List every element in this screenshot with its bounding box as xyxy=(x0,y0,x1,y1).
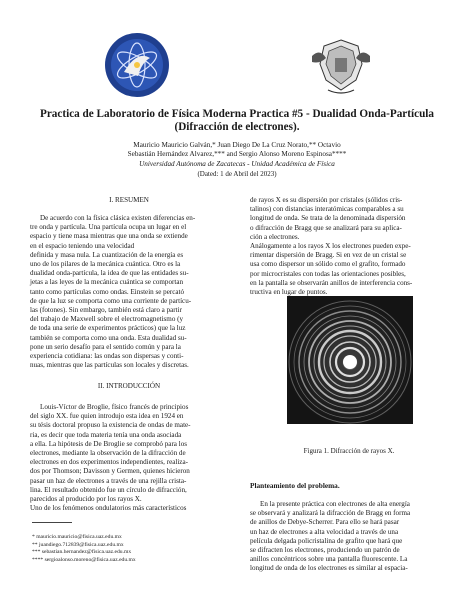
planteamiento-line: En la presente práctica con electrones de alta energía xyxy=(260,500,410,508)
figure-caption: Figura 1. Difracción de rayos X. xyxy=(303,447,395,455)
resumen-line: de toda una serie de experimentos prácticos) que la luz xyxy=(30,324,186,333)
resumen-line: tre onda y partícula. Una partícula ocupa un lugar en el xyxy=(30,223,187,232)
title-line-1: Practica de Laboratorio de Física Moderna Practica #5 - Dualidad Onda-Partícula xyxy=(40,108,434,120)
planteamiento-line: de anillos de Debye-Scherrer. Para ello se hará pasar xyxy=(250,518,400,527)
resumen-line: De acuerdo con la física clásica existen diferencias en- xyxy=(40,214,196,222)
resumen-line: uno de los pilares de la mecánica cuántica. Otro es la xyxy=(30,260,181,269)
right-line: de rayos X es su dispersión por cristales (sólidos cris- xyxy=(250,196,403,204)
authors-line-1: Mauricio Mauricio Galván,* Juan Diego De La Cruz Norato,** Octavio xyxy=(133,141,341,149)
resumen-line: tanto como partículas como ondas. Einstein se percató xyxy=(30,287,185,296)
intro-line: Uno de los fenómenos ondulatorios más característicos xyxy=(30,504,187,513)
subsection-heading-planteamiento: Planteamiento del problema. xyxy=(250,481,340,490)
footnote-email: *** sebastian.hernandez@fisica.uaz.edu.mx xyxy=(32,549,132,556)
resumen-line: espacio y tiene masa mientras que una onda se extiende xyxy=(30,232,188,241)
author-block xyxy=(40,141,434,169)
intro-line: lina. El resultado obtenido fue un círculo de difracción, xyxy=(30,485,187,494)
authors-line-2: Sebastián Hernández Alvarez,*** and Sergio Alonso Moreno Espinosa**** xyxy=(127,150,347,159)
title-line-2: (Difracción de electrones). xyxy=(174,121,300,133)
intro-line: pasar un haz de electrones a través de una rejilla crista- xyxy=(30,476,187,485)
resumen-line: definida y masa nula. La cuantización de la energía es xyxy=(30,250,184,259)
resumen-line: pone un serio desafío para el sentido común y para la xyxy=(30,342,181,351)
resumen-line: nuas, mientras que las partículas son locales y discretas. xyxy=(30,361,189,370)
footnote-email: * mauricio.mauricio@fisica.uaz.edu.mx xyxy=(32,534,122,540)
right-line: en la pantalla se observarán anillos de interferencia cons- xyxy=(250,278,413,287)
footnotes xyxy=(32,534,222,564)
intro-line: parecidos al producido por los rayos X. xyxy=(30,495,142,504)
resumen-line: las (fotones). Sin embargo, también está claro a partir xyxy=(30,306,182,315)
planteamiento-line: se difracten los electrones, produciendo un patrón de xyxy=(250,546,400,555)
right-line: por microcristales con todas las orientaciones posibles, xyxy=(250,269,406,278)
intro-line: dos por Thomson; Davisson y Germen, quienes hicieron xyxy=(30,467,190,476)
planteamiento-line: anillos concéntricos sobre una pantalla fluorescente. La xyxy=(250,555,408,564)
paper-title xyxy=(20,108,454,134)
right-line: usa como dispersor un sólido como el grafito, formado xyxy=(250,260,406,269)
resumen-line: experiencia cotidiana: las ondas son dispersas y conti- xyxy=(30,352,184,361)
planteamiento-body xyxy=(250,500,448,574)
intro-line: su tésis doctoral propuso la existencia de ondas de mate- xyxy=(30,421,191,430)
right-line: o difracción de Bragg que se analizará para su aplica- xyxy=(250,223,402,232)
planteamiento-line: un haz de electrones a alta velocidad a través de una xyxy=(250,527,399,536)
section-heading-introduccion: II. INTRODUCCIÓN xyxy=(97,382,161,390)
resumen-body xyxy=(30,214,228,370)
right-line: talinos) con distancias interatómicas comparables a su xyxy=(250,205,404,214)
intro-line: del siglo XX. fue quien introdujo esta idea en 1924 en xyxy=(30,412,184,421)
section-heading-resumen: I. RESUMEN xyxy=(109,196,149,204)
right-line: Análogamente a los rayos X los electrones pueden expe- xyxy=(250,242,411,251)
dated-line: (Dated: 1 de Abril del 2023) xyxy=(197,170,277,178)
right-line: ción a electrones. xyxy=(250,232,300,241)
resumen-line: en el espacio teniendo una velocidad xyxy=(30,241,135,250)
planteamiento-line: película delgada policristalina de grafito que hará que xyxy=(250,536,403,545)
intro-line: a ella. La hipótesis de De Broglie se comprobó para los xyxy=(30,439,188,448)
intro-line: electrones en dos experimentos independientes, realiza- xyxy=(30,458,188,467)
right-line: rimentar dispersión de Bragg. Si en vez de un cristal se xyxy=(250,251,407,260)
footnote-email: ** juandiego.712839@fisica.uaz.edu.mx xyxy=(32,541,124,548)
resumen-line: del trabajo de Maxwell sobre el electromagnetismo (y xyxy=(30,315,184,324)
resumen-line: dualidad onda-partícula, la idea de que las entidades su- xyxy=(30,269,189,278)
resumen-line: jetas a las leyes de la mecánica cuántica se comportan xyxy=(30,278,184,287)
resumen-line: de que la luz se comporta como una corriente de partícu- xyxy=(30,296,192,305)
intro-line: Louis-Víctor de Broglie, físico francés de principios xyxy=(40,403,189,411)
intro-line: ria, es decir que toda materia tenía una onda asociada xyxy=(30,430,182,439)
planteamiento-line: se observará y analizará la difracción de Bragg en forma xyxy=(250,509,411,518)
footnote-rule xyxy=(32,522,72,523)
right-line: longitud de onda. Se trata de la denominada dispersión xyxy=(250,214,406,223)
intro-line: electrones, mediante la observación de la difracción de xyxy=(30,449,186,458)
unidad-academica-fisica-logo xyxy=(104,32,170,98)
right-column-body xyxy=(250,196,448,297)
resumen-line: también se comporta como una onda. Esta dualidad su- xyxy=(30,333,187,342)
planteamiento-line: longitud de onda de los electrones es similar al espacia- xyxy=(250,564,408,573)
footnote-email: **** sergioalonso.moreno@fisica.uaz.edu.mx xyxy=(32,556,136,563)
uaz-seal-logo xyxy=(306,34,376,98)
diffraction-rings-figure xyxy=(287,296,413,424)
right-line: tructiva en lugar de puntos. xyxy=(250,288,328,297)
introduccion-body xyxy=(30,403,228,513)
affiliation: Universidad Autónoma de Zacatecas - Unidad Académica de Física xyxy=(139,159,335,168)
